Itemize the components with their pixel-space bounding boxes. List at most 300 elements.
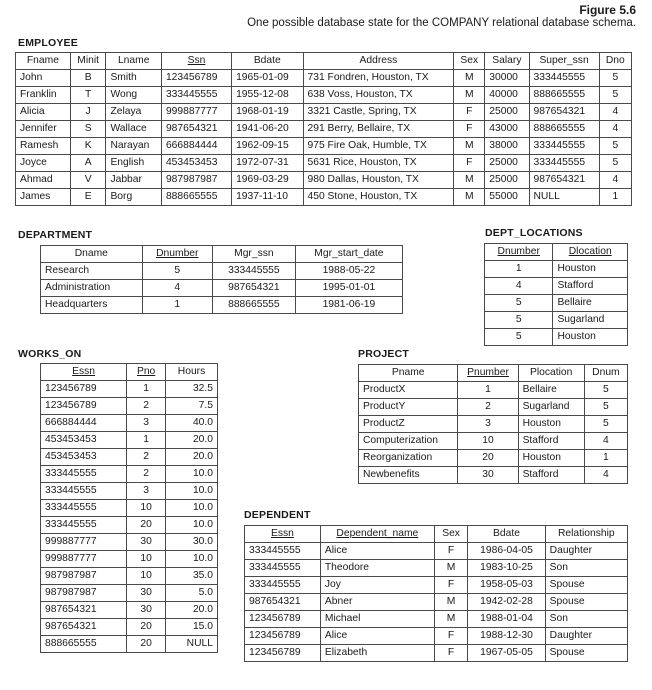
table-cell: 5 [485, 312, 553, 329]
table-cell: Theodore [320, 560, 434, 577]
table-cell: 1 [127, 381, 166, 398]
table-cell: Houston [518, 450, 584, 467]
table-cell: 1972-07-31 [232, 155, 303, 172]
column-header [70, 53, 106, 70]
table-cell: 30000 [485, 70, 529, 87]
table-cell: 888665555 [529, 121, 599, 138]
table-cell: 5 [584, 382, 627, 399]
table-cell: 4 [584, 433, 627, 450]
project-title: PROJECT [358, 348, 409, 360]
table-cell: 30 [127, 585, 166, 602]
table-cell: 3 [458, 416, 518, 433]
table-cell: 5 [584, 416, 627, 433]
table-row [41, 432, 218, 449]
table-row [359, 467, 628, 484]
table-cell: M [454, 172, 485, 189]
table-cell: 123456789 [245, 611, 321, 628]
column-header-label: Pno [136, 366, 156, 377]
table-cell: J [70, 104, 106, 121]
table-cell: 10.0 [166, 500, 218, 517]
column-header-label: Pname [391, 367, 425, 378]
table-row [41, 500, 218, 517]
table-cell: Jabbar [106, 172, 162, 189]
table-row [245, 577, 628, 594]
table-cell: 1968-01-19 [232, 104, 303, 121]
table-row [359, 382, 628, 399]
table-cell: 1995-01-01 [295, 280, 402, 297]
table-cell: ProductY [359, 399, 458, 416]
table-cell: 1 [584, 450, 627, 467]
column-header-label: Dnumber [497, 246, 540, 257]
table-cell: M [454, 138, 485, 155]
table-row [359, 416, 628, 433]
column-header [127, 364, 166, 381]
table-cell: 25000 [485, 172, 529, 189]
table-cell: Zelaya [106, 104, 162, 121]
table-cell: 450 Stone, Houston, TX [303, 189, 454, 206]
table-cell: 4 [599, 121, 631, 138]
table-cell: 123456789 [245, 645, 321, 662]
table-cell: 1958-05-03 [468, 577, 545, 594]
table-cell: Narayan [106, 138, 162, 155]
column-header [212, 246, 295, 263]
table-cell: 10 [458, 433, 518, 450]
table-cell: 2 [127, 449, 166, 466]
table-cell: 10.0 [166, 483, 218, 500]
table-row [16, 172, 632, 189]
table-cell: 5 [485, 295, 553, 312]
table-cell: 55000 [485, 189, 529, 206]
table-cell: Jennifer [16, 121, 71, 138]
table-cell: 4 [485, 278, 553, 295]
dependent-header-row [245, 526, 628, 543]
dependent-table [244, 525, 628, 662]
table-cell: Alice [320, 628, 434, 645]
table-row [41, 619, 218, 636]
table-cell: 10.0 [166, 466, 218, 483]
table-cell: 123456789 [161, 70, 231, 87]
table-cell: 999887777 [161, 104, 231, 121]
table-cell: 4 [599, 104, 631, 121]
table-cell: Houston [553, 261, 628, 278]
table-row [41, 585, 218, 602]
table-cell: 731 Fondren, Houston, TX [303, 70, 454, 87]
table-cell: 453453453 [161, 155, 231, 172]
table-cell: 3 [127, 415, 166, 432]
column-header-label: Sex [460, 55, 479, 66]
table-cell: 888665555 [41, 636, 127, 653]
table-cell: 123456789 [245, 628, 321, 645]
table-cell: 1962-09-15 [232, 138, 303, 155]
table-cell: 20 [127, 636, 166, 653]
table-cell: 987654321 [529, 104, 599, 121]
table-cell: 5 [584, 399, 627, 416]
table-cell: 10 [127, 500, 166, 517]
table-cell: 1937-11-10 [232, 189, 303, 206]
table-row [41, 280, 403, 297]
column-header [584, 365, 627, 382]
table-cell: 20.0 [166, 449, 218, 466]
table-cell: 888665555 [161, 189, 231, 206]
table-row [41, 415, 218, 432]
table-row [485, 261, 628, 278]
table-cell: 333445555 [41, 466, 127, 483]
table-cell: Spouse [545, 594, 627, 611]
dept-locations-title: DEPT_LOCATIONS [485, 227, 583, 239]
table-row [41, 602, 218, 619]
table-cell: 4 [142, 280, 212, 297]
table-cell: Ahmad [16, 172, 71, 189]
table-cell: 987654321 [245, 594, 321, 611]
table-cell: 5 [599, 138, 631, 155]
table-cell: 1983-10-25 [468, 560, 545, 577]
column-header [545, 526, 627, 543]
table-row [485, 312, 628, 329]
table-row [359, 399, 628, 416]
table-cell: 987654321 [41, 602, 127, 619]
column-header [599, 53, 631, 70]
table-row [41, 551, 218, 568]
table-cell: Ramesh [16, 138, 71, 155]
table-cell: Headquarters [41, 297, 143, 314]
table-row [245, 594, 628, 611]
column-header [245, 526, 321, 543]
table-cell: Reorganization [359, 450, 458, 467]
table-row [359, 433, 628, 450]
table-cell: 1986-04-05 [468, 543, 545, 560]
table-cell: F [434, 645, 468, 662]
table-cell: 453453453 [41, 432, 127, 449]
dependent-title: DEPENDENT [244, 509, 311, 521]
table-cell: 987987987 [161, 172, 231, 189]
table-cell: ProductZ [359, 416, 458, 433]
table-cell: 975 Fire Oak, Humble, TX [303, 138, 454, 155]
table-cell: Wallace [106, 121, 162, 138]
table-cell: Son [545, 611, 627, 628]
table-row [41, 381, 218, 398]
column-header-label: Dependent_name [336, 528, 419, 539]
table-cell: 5631 Rice, Houston, TX [303, 155, 454, 172]
table-cell: 35.0 [166, 568, 218, 585]
column-header-label: Lname [117, 55, 150, 66]
dept-locations-header-row [485, 244, 628, 261]
table-cell: 20.0 [166, 602, 218, 619]
column-header [303, 53, 454, 70]
table-cell: Sugarland [553, 312, 628, 329]
table-cell: 20 [127, 619, 166, 636]
department-title: DEPARTMENT [18, 229, 93, 241]
column-header-label: Fname [26, 55, 59, 66]
table-cell: E [70, 189, 106, 206]
table-cell: 888665555 [529, 87, 599, 104]
column-header-label: Dname [74, 248, 108, 259]
table-cell: 1988-12-30 [468, 628, 545, 645]
table-row [16, 70, 632, 87]
table-cell: Alicia [16, 104, 71, 121]
table-row [41, 568, 218, 585]
table-cell: 10.0 [166, 517, 218, 534]
table-cell: 15.0 [166, 619, 218, 636]
table-row [41, 263, 403, 280]
table-row [16, 138, 632, 155]
dept-locations-table [484, 243, 628, 346]
department-header-row [41, 246, 403, 263]
table-cell: 4 [584, 467, 627, 484]
works-on-title: WORKS_ON [18, 348, 82, 360]
column-header-label: Dnum [592, 367, 620, 378]
table-cell: 2 [127, 398, 166, 415]
employee-title: EMPLOYEE [18, 37, 78, 49]
table-cell: Administration [41, 280, 143, 297]
column-header-label: Address [359, 55, 398, 66]
table-cell: Wong [106, 87, 162, 104]
table-cell: 30 [127, 534, 166, 551]
column-header [106, 53, 162, 70]
table-cell: Sugarland [518, 399, 584, 416]
column-header [454, 53, 485, 70]
table-cell: K [70, 138, 106, 155]
table-cell: 1 [142, 297, 212, 314]
table-cell: F [434, 577, 468, 594]
table-cell: 999887777 [41, 551, 127, 568]
table-cell: M [454, 189, 485, 206]
figure-caption: One possible database state for the COMPANY relational database schema. [247, 17, 636, 29]
table-cell: 999887777 [41, 534, 127, 551]
column-header [16, 53, 71, 70]
table-cell: ProductX [359, 382, 458, 399]
works-on-table [40, 363, 218, 653]
table-cell: Research [41, 263, 143, 280]
table-cell: A [70, 155, 106, 172]
column-header [468, 526, 545, 543]
table-row [41, 466, 218, 483]
table-cell: NULL [166, 636, 218, 653]
table-cell: John [16, 70, 71, 87]
table-row [245, 628, 628, 645]
table-cell: 3 [127, 483, 166, 500]
table-cell: 25000 [485, 155, 529, 172]
table-row [245, 611, 628, 628]
column-header [458, 365, 518, 382]
table-cell: 333445555 [245, 543, 321, 560]
table-cell: Daughter [545, 543, 627, 560]
table-cell: Joyce [16, 155, 71, 172]
figure-number: Figure 5.6 [579, 3, 636, 17]
table-cell: 20 [127, 517, 166, 534]
table-cell: Franklin [16, 87, 71, 104]
table-cell: 987654321 [212, 280, 295, 297]
table-cell: 291 Berry, Bellaire, TX [303, 121, 454, 138]
column-header-label: Pnumber [467, 367, 509, 378]
table-cell: 20.0 [166, 432, 218, 449]
table-cell: 1965-01-09 [232, 70, 303, 87]
column-header [161, 53, 231, 70]
table-row [16, 155, 632, 172]
table-cell: 333445555 [41, 517, 127, 534]
table-cell: 333445555 [41, 500, 127, 517]
table-cell: 5 [599, 155, 631, 172]
table-cell: Bellaire [553, 295, 628, 312]
column-header [232, 53, 303, 70]
column-header-label: Salary [492, 55, 522, 66]
table-cell: 333445555 [529, 138, 599, 155]
table-row [41, 398, 218, 415]
table-cell: 1988-01-04 [468, 611, 545, 628]
table-row [16, 189, 632, 206]
table-cell: 10 [127, 568, 166, 585]
column-header-label: Dnumber [156, 248, 199, 259]
table-cell: Spouse [545, 577, 627, 594]
column-header-label: Bdate [253, 55, 281, 66]
table-cell: F [434, 628, 468, 645]
table-cell: 10.0 [166, 551, 218, 568]
table-cell: 987654321 [529, 172, 599, 189]
table-cell: 638 Voss, Houston, TX [303, 87, 454, 104]
table-cell: V [70, 172, 106, 189]
department-table [40, 245, 403, 314]
table-cell: Daughter [545, 628, 627, 645]
table-cell: 666884444 [41, 415, 127, 432]
table-cell: 10 [127, 551, 166, 568]
column-header [41, 364, 127, 381]
table-cell: Smith [106, 70, 162, 87]
table-cell: Michael [320, 611, 434, 628]
column-header-label: Mgr_start_date [314, 248, 384, 259]
table-cell: 1941-06-20 [232, 121, 303, 138]
table-row [41, 297, 403, 314]
table-row [485, 329, 628, 346]
table-cell: 888665555 [212, 297, 295, 314]
column-header [320, 526, 434, 543]
table-cell: 1955-12-08 [232, 87, 303, 104]
project-header-row [359, 365, 628, 382]
table-cell: 4 [599, 172, 631, 189]
table-cell: 1 [458, 382, 518, 399]
table-cell: 123456789 [41, 398, 127, 415]
column-header [485, 53, 529, 70]
table-cell: Alice [320, 543, 434, 560]
table-cell: Joy [320, 577, 434, 594]
table-cell: 333445555 [245, 577, 321, 594]
column-header [529, 53, 599, 70]
table-row [245, 645, 628, 662]
table-cell: James [16, 189, 71, 206]
table-cell: English [106, 155, 162, 172]
table-row [359, 450, 628, 467]
table-cell: 20 [458, 450, 518, 467]
table-cell: M [454, 70, 485, 87]
table-row [485, 295, 628, 312]
table-row [41, 636, 218, 653]
table-cell: M [434, 594, 468, 611]
table-cell: 123456789 [41, 381, 127, 398]
column-header [434, 526, 468, 543]
column-header [553, 244, 628, 261]
table-cell: F [454, 104, 485, 121]
table-cell: 980 Dallas, Houston, TX [303, 172, 454, 189]
table-cell: 2 [458, 399, 518, 416]
column-header [359, 365, 458, 382]
table-cell: 453453453 [41, 449, 127, 466]
table-cell: 666884444 [161, 138, 231, 155]
table-cell: Stafford [518, 433, 584, 450]
table-cell: 333445555 [529, 155, 599, 172]
works-on-header-row [41, 364, 218, 381]
table-cell: Son [545, 560, 627, 577]
table-cell: 333445555 [212, 263, 295, 280]
column-header-label: Essn [72, 366, 96, 377]
table-cell: F [454, 155, 485, 172]
table-cell: 333445555 [41, 483, 127, 500]
table-cell: 1 [485, 261, 553, 278]
table-row [16, 87, 632, 104]
table-cell: 32.5 [166, 381, 218, 398]
table-cell: 1967-05-05 [468, 645, 545, 662]
table-cell: 5 [599, 70, 631, 87]
table-cell: 1969-03-29 [232, 172, 303, 189]
column-header [41, 246, 143, 263]
table-row [245, 560, 628, 577]
table-cell: Bellaire [518, 382, 584, 399]
table-cell: 5 [599, 87, 631, 104]
table-cell: Newbenefits [359, 467, 458, 484]
column-header-label: Plocation [530, 367, 573, 378]
table-cell: 5 [142, 263, 212, 280]
table-cell: Houston [553, 329, 628, 346]
table-cell: 43000 [485, 121, 529, 138]
table-cell: 987987987 [41, 585, 127, 602]
table-cell: 1981-06-19 [295, 297, 402, 314]
column-header-label: Mgr_ssn [234, 248, 274, 259]
table-row [485, 278, 628, 295]
table-cell: Abner [320, 594, 434, 611]
column-header-label: Ssn [187, 55, 206, 66]
table-cell: 1988-05-22 [295, 263, 402, 280]
table-row [245, 543, 628, 560]
column-header-label: Sex [442, 528, 460, 539]
table-row [41, 449, 218, 466]
table-cell: Stafford [518, 467, 584, 484]
table-cell: 987654321 [41, 619, 127, 636]
table-cell: 5 [485, 329, 553, 346]
table-cell: 333445555 [245, 560, 321, 577]
table-cell: 987987987 [41, 568, 127, 585]
table-cell: 1 [127, 432, 166, 449]
table-cell: 30 [458, 467, 518, 484]
column-header-label: Super_ssn [539, 55, 589, 66]
column-header [166, 364, 218, 381]
column-header-label: Bdate [493, 528, 520, 539]
table-cell: 3321 Castle, Spring, TX [303, 104, 454, 121]
table-cell: 25000 [485, 104, 529, 121]
table-cell: 333445555 [161, 87, 231, 104]
table-cell: 333445555 [529, 70, 599, 87]
table-cell: 1 [599, 189, 631, 206]
column-header-label: Hours [177, 366, 206, 377]
table-cell: Houston [518, 416, 584, 433]
table-cell: Borg [106, 189, 162, 206]
table-cell: 1942-02-28 [468, 594, 545, 611]
table-cell: 30.0 [166, 534, 218, 551]
column-header-label: Dno [605, 55, 625, 66]
table-cell: M [454, 87, 485, 104]
table-row [41, 483, 218, 500]
table-row [41, 534, 218, 551]
table-cell: Elizabeth [320, 645, 434, 662]
table-cell: M [434, 560, 468, 577]
table-cell: M [434, 611, 468, 628]
table-cell: 2 [127, 466, 166, 483]
